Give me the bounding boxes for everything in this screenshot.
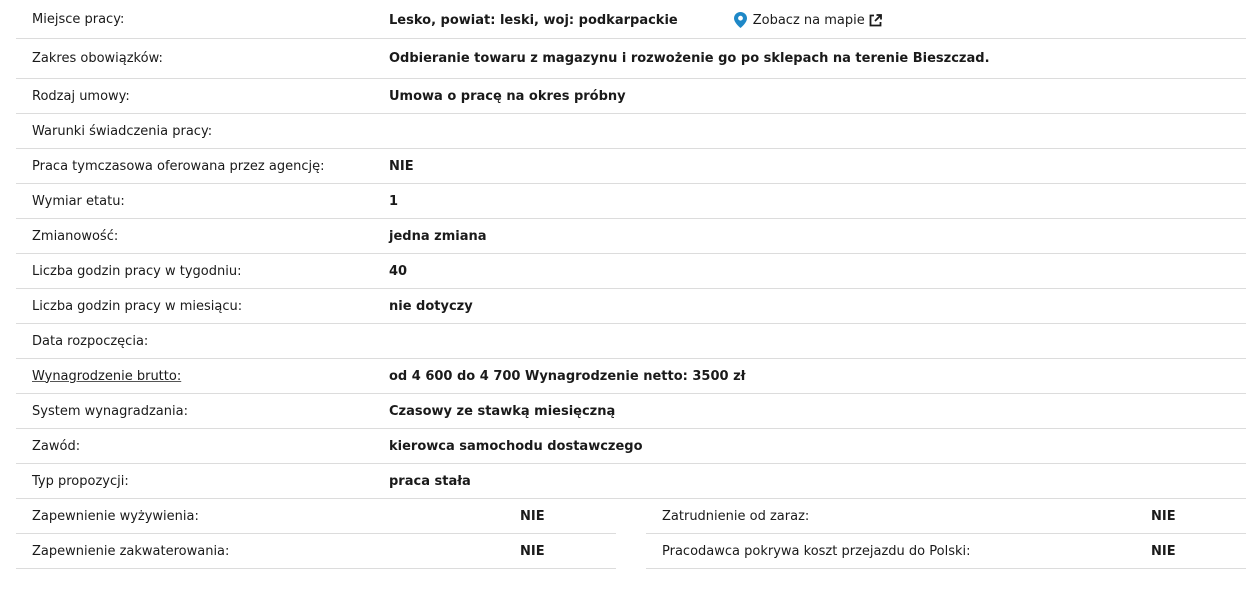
- row-travel-cost: [646, 534, 1246, 569]
- benefits-section: [16, 499, 1246, 569]
- gross-salary-term[interactable]: Wynagrodzenie brutto:: [32, 368, 182, 384]
- row-shifts: [16, 219, 1246, 254]
- row-temp-agency: [16, 149, 1246, 184]
- row-label: Wymiar etatu:: [32, 193, 125, 209]
- benefits-right-column: [646, 499, 1246, 569]
- row-offer-type: [16, 464, 1246, 499]
- view-on-map-link[interactable]: [734, 12, 882, 28]
- row-value: 40: [389, 263, 408, 279]
- row-label: Zapewnienie wyżywienia:: [32, 508, 199, 524]
- row-value: jedna zmiana: [389, 228, 487, 244]
- row-value-container: [389, 12, 882, 28]
- row-value: nie dotyczy: [389, 298, 473, 314]
- row-workplace: [16, 2, 1246, 39]
- row-duties: [16, 39, 1246, 79]
- row-gross-salary: [16, 359, 1246, 394]
- row-value: NIE: [520, 508, 545, 524]
- row-occupation: [16, 429, 1246, 464]
- row-label: Zmianowość:: [32, 228, 119, 244]
- map-pin-icon: [734, 12, 747, 28]
- row-label: Miejsce pracy:: [32, 12, 125, 27]
- row-label: Pracodawca pokrywa koszt przejazdu do Polski:: [662, 543, 971, 559]
- row-value: NIE: [1151, 508, 1176, 524]
- row-value: Umowa o pracę na okres próbny: [389, 88, 626, 104]
- row-label: Zawód:: [32, 438, 81, 454]
- row-immediate-hire: [646, 499, 1246, 534]
- row-accommodation: [16, 534, 616, 569]
- row-hours-week: [16, 254, 1246, 289]
- row-value: praca stała: [389, 473, 471, 489]
- row-label: Rodzaj umowy:: [32, 88, 130, 104]
- row-label: Data rozpoczęcia:: [32, 333, 149, 349]
- row-value: Czasowy ze stawką miesięczną: [389, 403, 616, 419]
- row-pay-system: [16, 394, 1246, 429]
- row-label: Zakres obowiązków:: [32, 51, 163, 66]
- row-value: Lesko, powiat: leski, woj: podkarpackie: [389, 12, 678, 28]
- row-label: Zapewnienie zakwaterowania:: [32, 543, 230, 559]
- row-label: Liczba godzin pracy w tygodniu:: [32, 263, 242, 279]
- row-label: Liczba godzin pracy w miesiącu:: [32, 298, 243, 314]
- view-on-map-label: Zobacz na mapie: [752, 12, 865, 28]
- row-value: NIE: [1151, 543, 1176, 559]
- row-label: Zatrudnienie od zaraz:: [662, 508, 810, 524]
- row-label: Typ propozycji:: [32, 473, 129, 489]
- row-value: 1: [389, 193, 399, 209]
- job-details-table: [16, 2, 1246, 569]
- row-label: System wynagradzania:: [32, 403, 188, 419]
- row-value: od 4 600 do 4 700 Wynagrodzenie netto: 3500 zł: [389, 368, 746, 384]
- row-label: Praca tymczasowa oferowana przez agencję:: [32, 158, 325, 174]
- row-hours-month: [16, 289, 1246, 324]
- row-meals: [16, 499, 616, 534]
- row-value: NIE: [520, 543, 545, 559]
- row-label-container: [16, 369, 389, 384]
- row-label: Warunki świadczenia pracy:: [32, 123, 213, 139]
- row-start-date: [16, 324, 1246, 359]
- row-workload: [16, 184, 1246, 219]
- row-value: NIE: [389, 158, 414, 174]
- row-value: kierowca samochodu dostawczego: [389, 438, 643, 454]
- row-work-conditions: [16, 114, 1246, 149]
- benefits-left-column: [16, 499, 616, 569]
- row-contract-type: [16, 79, 1246, 114]
- external-link-icon: [869, 14, 882, 27]
- row-value: Odbieranie towaru z magazynu i rozwożenie go po sklepach na terenie Bieszczad.: [389, 51, 990, 66]
